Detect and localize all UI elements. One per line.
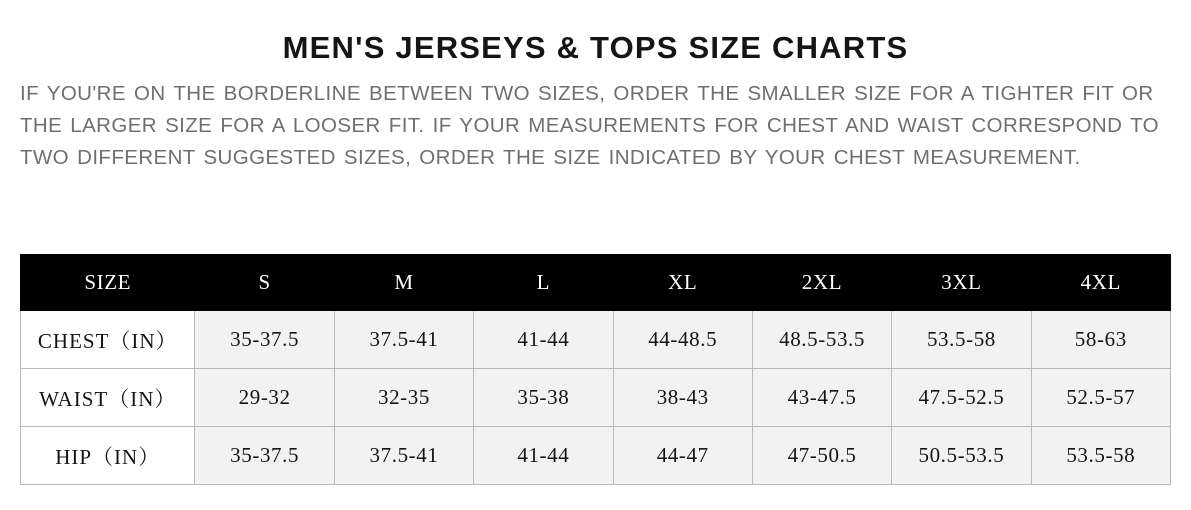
column-header-4xl: 4XL	[1031, 255, 1170, 311]
cell-hip-2xl: 47-50.5	[752, 427, 891, 485]
cell-hip-s: 35-37.5	[195, 427, 334, 485]
intro-paragraph: IF YOU'RE ON THE BORDERLINE BETWEEN TWO SIZES, ORDER THE SMALLER SIZE FOR A TIGHTER FIT OR THE LARGER SIZE FOR A LOOSER FIT. IF YOUR MEASUREMENTS FOR CHEST AND WAIST CORRESPOND TO TWO DIFFERENT SUGGESTED SIZES, ORDER THE SIZE INDICATED BY YOUR CHEST MEASUREMENT.	[20, 82, 1159, 169]
cell-waist-xl: 38-43	[613, 369, 752, 427]
table-header	[21, 255, 1171, 311]
cell-hip-l: 41-44	[474, 427, 613, 485]
table-header-row	[21, 255, 1171, 311]
column-header-2xl: 2XL	[752, 255, 891, 311]
row-label-hip: HIP（IN）	[21, 427, 195, 485]
cell-waist-l: 35-38	[474, 369, 613, 427]
cell-chest-s: 35-37.5	[195, 311, 334, 369]
cell-chest-3xl: 53.5-58	[892, 311, 1031, 369]
column-header-size: SIZE	[21, 255, 195, 311]
cell-waist-m: 32-35	[334, 369, 473, 427]
cell-chest-m: 37.5-41	[334, 311, 473, 369]
table-row	[21, 369, 1171, 427]
column-header-l: L	[474, 255, 613, 311]
cell-waist-2xl: 43-47.5	[752, 369, 891, 427]
cell-chest-4xl: 58-63	[1031, 311, 1170, 369]
column-header-s: S	[195, 255, 334, 311]
cell-chest-l: 41-44	[474, 311, 613, 369]
column-header-m: M	[334, 255, 473, 311]
cell-hip-4xl: 53.5-58	[1031, 427, 1170, 485]
cell-waist-s: 29-32	[195, 369, 334, 427]
table-body	[21, 311, 1171, 485]
cell-waist-3xl: 47.5-52.5	[892, 369, 1031, 427]
table-row	[21, 311, 1171, 369]
cell-hip-3xl: 50.5-53.5	[892, 427, 1031, 485]
page-title: MEN'S JERSEYS & TOPS SIZE CHARTS	[282, 30, 909, 65]
column-header-3xl: 3XL	[892, 255, 1031, 311]
row-label-chest: CHEST（IN）	[21, 311, 195, 369]
cell-chest-xl: 44-48.5	[613, 311, 752, 369]
row-label-waist: WAIST（IN）	[21, 369, 195, 427]
cell-chest-2xl: 48.5-53.5	[752, 311, 891, 369]
cell-waist-4xl: 52.5-57	[1031, 369, 1170, 427]
table-row	[21, 427, 1171, 485]
column-header-xl: XL	[613, 255, 752, 311]
cell-hip-m: 37.5-41	[334, 427, 473, 485]
size-chart-table-wrap	[20, 254, 1171, 485]
cell-hip-xl: 44-47	[613, 427, 752, 485]
size-chart-table	[20, 254, 1171, 485]
